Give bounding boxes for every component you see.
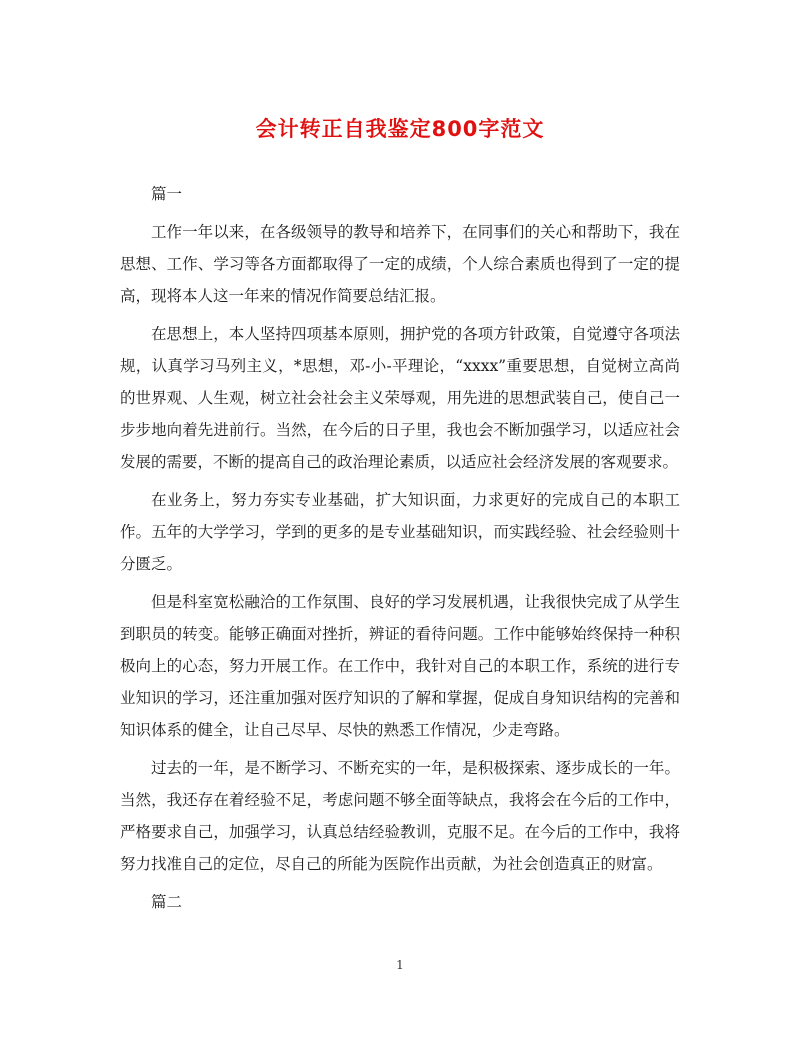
section-heading-1: 篇一: [151, 185, 183, 203]
section-heading-2: 篇二: [151, 893, 183, 911]
paragraph-5: 过去的一年，是不断学习、不断充实的一年，是积极探索、逐步成长的一年。当然，我还存在着经验不足，考虑问题不够全面等缺点，我将会在今后的工作中，严格要求自己，加强学习，认真总结经验教训，克服不足。在今后的工作中，我将努力找准自己的定位，尽自己的所能为医院作出贡献，为社会创造真正的财富。: [120, 759, 680, 873]
document-body: [120, 178, 680, 924]
paragraph-4: 但是科室宽松融洽的工作氛围、良好的学习发展机遇，让我很快完成了从学生到职员的转变。能够正确面对挫折，辨证的看待问题。工作中能够始终保持一种积极向上的心态，努力开展工作。在工作中，我针对自己的本职工作，系统的进行专业知识的学习，还注重加强对医疗知识的了解和掌握，促成自身知识结构的完善和知识体系的健全，让自己尽早、尽快的熟悉工作情况，少走弯路。: [120, 593, 680, 739]
paragraph-1: 工作一年以来，在各级领导的教导和培养下，在同事们的关心和帮助下，我在思想、工作、学习等各方面都取得了一定的成绩，个人综合素质也得到了一定的提高，现将本人这一年来的情况作简要总结汇报。: [120, 223, 680, 305]
page-number: 1: [396, 958, 404, 972]
paragraph-3: 在业务上，努力夯实专业基础，扩大知识面，力求更好的完成自己的本职工作。五年的大学学习，学到的更多的是专业基础知识，而实践经验、社会经验则十分匮乏。: [120, 491, 680, 573]
paragraph-2: 在思想上，本人坚持四项基本原则，拥护党的各项方针政策，自觉遵守各项法规，认真学习马列主义，*思想，邓-小-平理论，“xxxx”重要思想，自觉树立高尚的世界观、人生观，树立社会社会主义荣辱观，用先进的思想武装自己，使自己一步步地向着先进前行。当然，在今后的日子里，我也会不断加强学习，以适应社会发展的需要，不断的提高自己的政治理论素质，以适应社会经济发展的客观要求。: [120, 325, 680, 471]
document-title: 会计转正自我鉴定800字范文: [255, 117, 545, 141]
